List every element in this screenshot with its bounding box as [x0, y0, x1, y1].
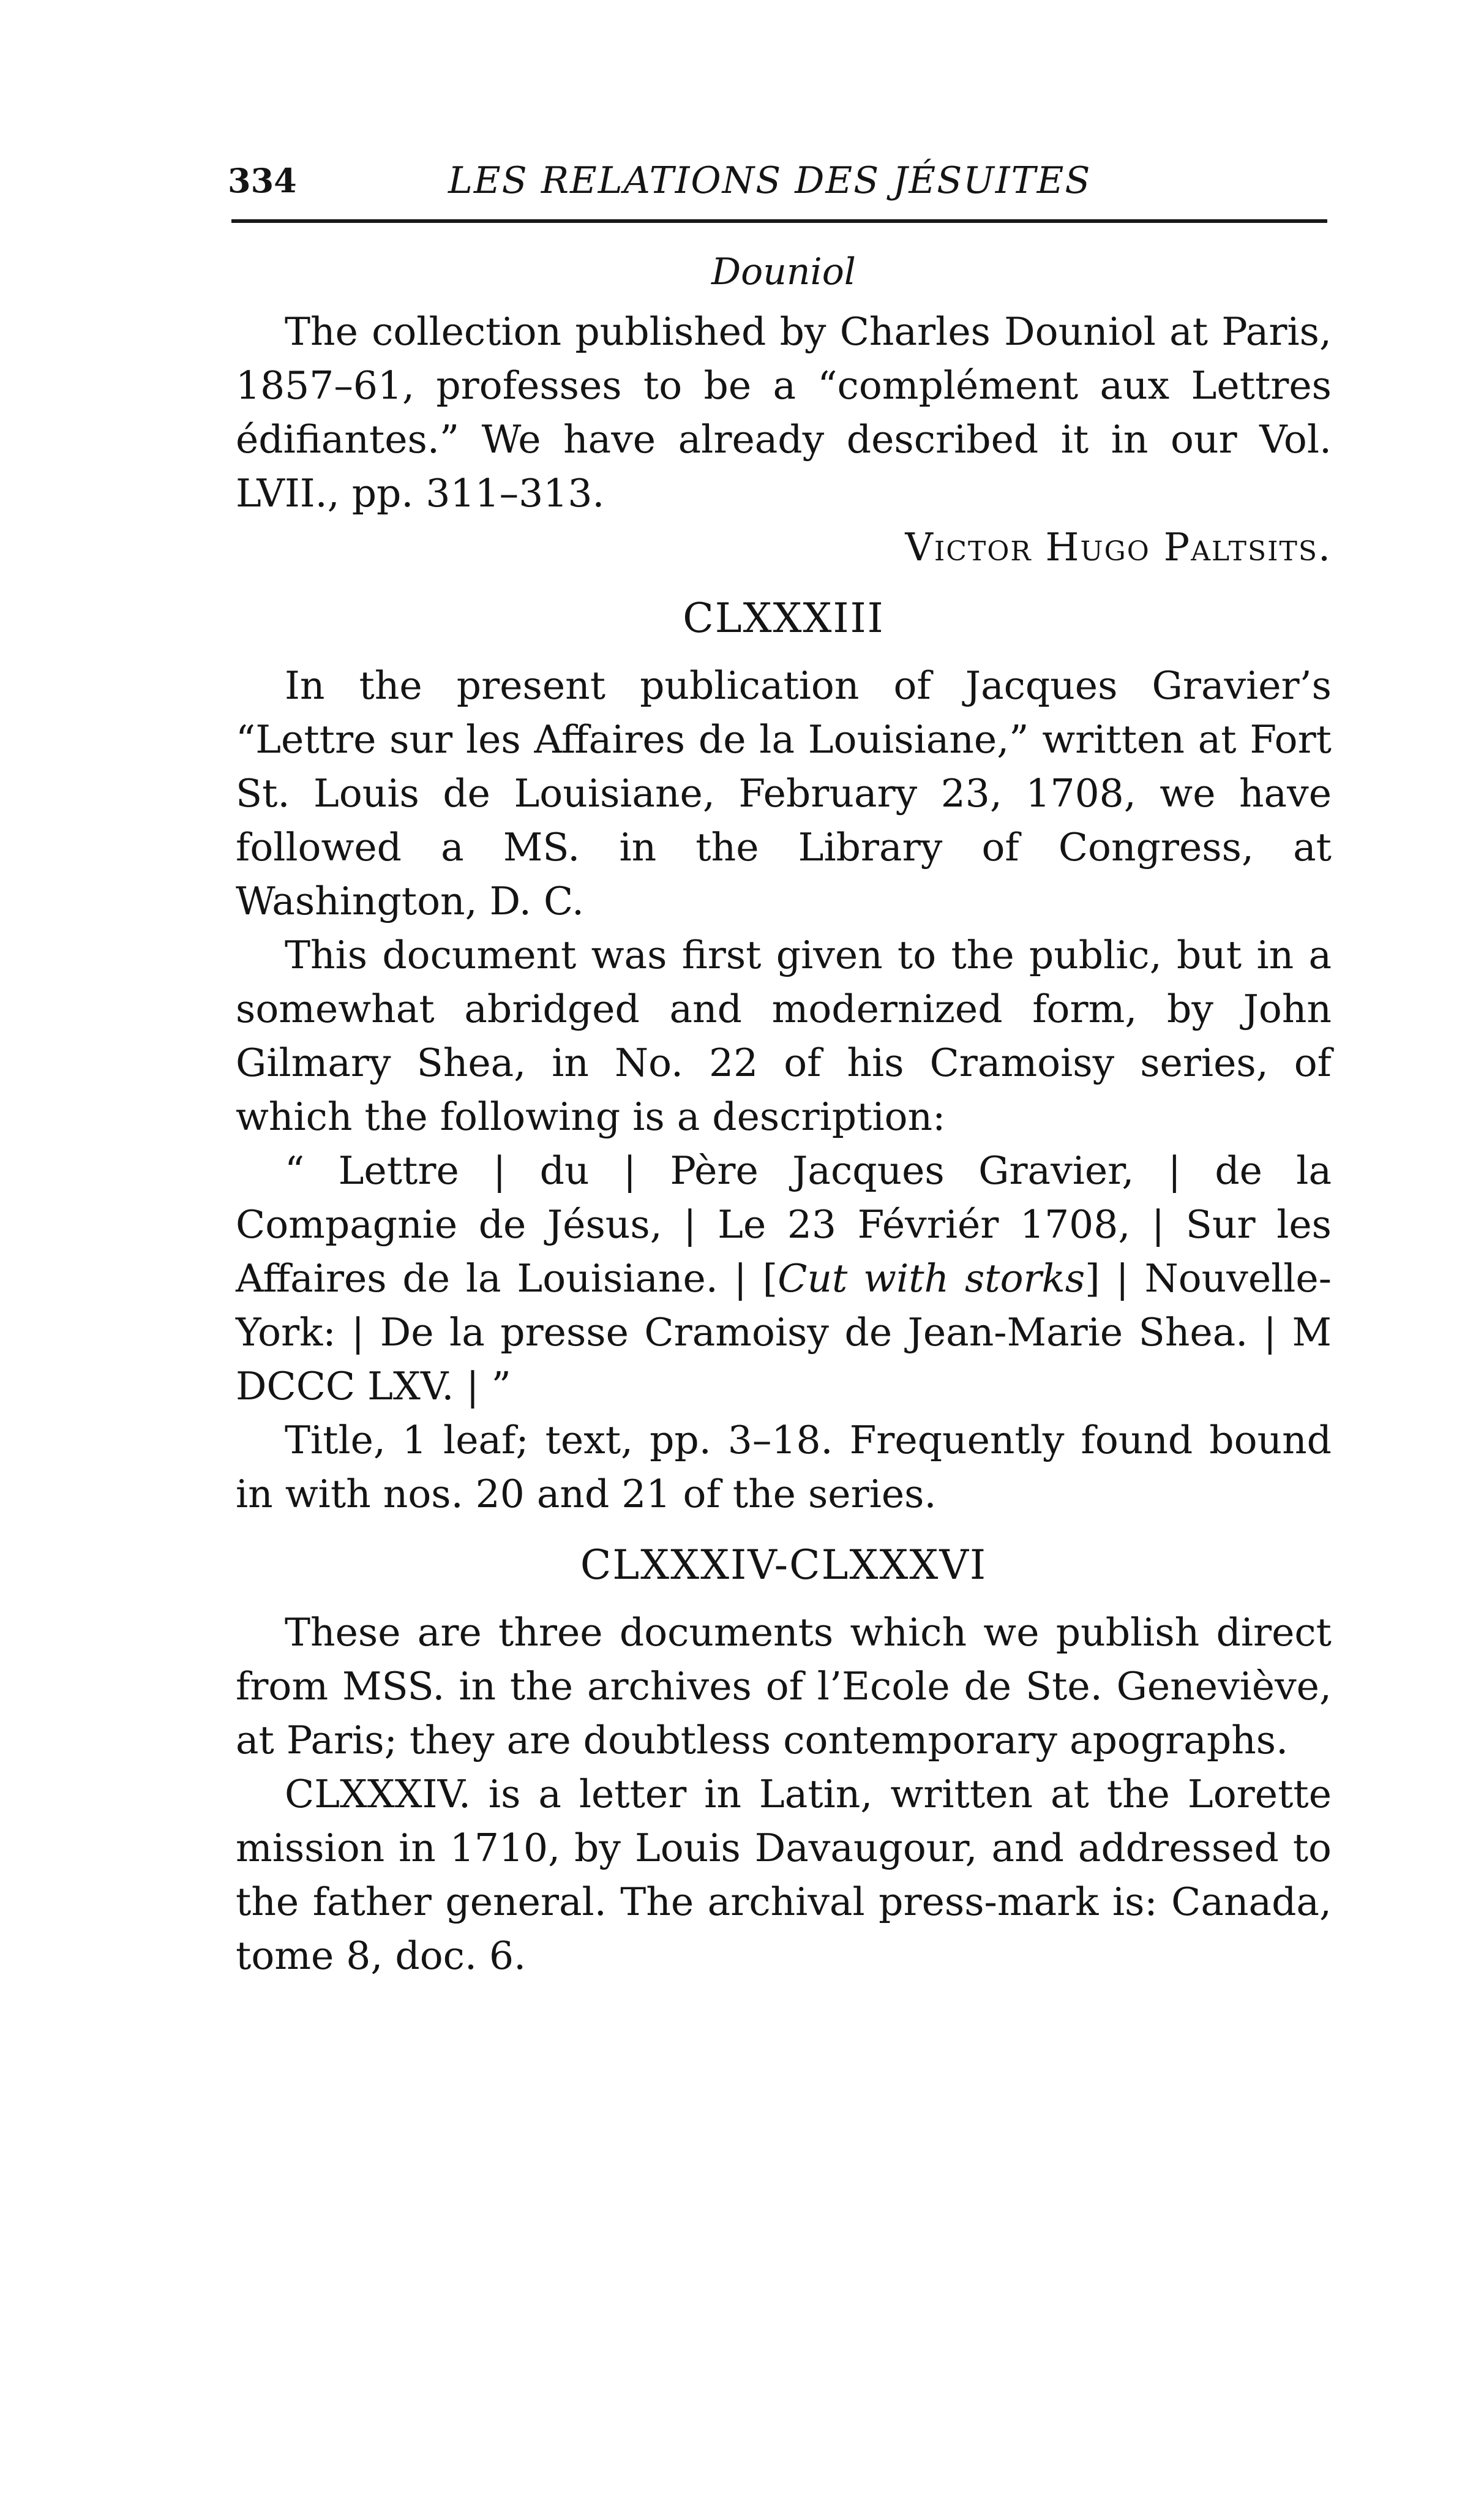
paragraph-three-documents: These are three documents which we publish direct from MSS. in the archives of l’Ecole de Ste. Geneviève, at Paris; they are doubtless contemporary apographs.	[236, 1610, 1332, 1763]
citation-text-start: “ Lettre | du | Père Jacques Gravier, | de la Compagnie de Jésus, | Le 23 Févriér 1708, | Sur les Affaires de la Louisiane. | [	[236, 1148, 1332, 1301]
paragraph-shea-edition: This document was first given to the public, but in a somewhat abridged and modernized form, by John Gilmary Shea, in No. 22 of his Cramoisy series, of which the following is a description:	[236, 933, 1332, 1139]
paragraph-title-leaf: Title, 1 leaf; text, pp. 3–18. Frequently found bound in with nos. 20 and 21 of the series.	[236, 1418, 1332, 1516]
citation-text-end: ] | Nouvelle-York: | De la presse Cramoisy de Jean-Marie Shea. | M DCCC LXV. | ”	[236, 1256, 1332, 1409]
section-heading-douniol: Douniol	[711, 250, 856, 293]
author-signature: Victor Hugo Paltsits.	[905, 525, 1332, 570]
running-title: LES RELATIONS DES JÉSUITES	[448, 159, 1092, 202]
running-head	[228, 153, 1330, 208]
bibliographic-citation	[236, 1144, 1332, 1413]
page-number: 334	[228, 161, 297, 200]
citation-italic-note: Cut with storks	[778, 1256, 1085, 1301]
section-heading-clxxxiv-clxxxvi: CLXXXIV-CLXXXVI	[580, 1541, 987, 1589]
section-heading-clxxxiii: CLXXXIII	[683, 595, 885, 642]
paragraph-douniol-collection: The collection published by Charles Douniol at Paris, 1857–61, professes to be a “complément aux Lettres édifiantes.” We have already described it in our Vol. LVII., pp. 311–313.	[236, 309, 1332, 516]
text-block	[236, 245, 1332, 1983]
paragraph-gravier-publication: In the present publication of Jacques Gravier’s “Lettre sur les Affaires de la Louisiane,” written at Fort St. Louis de Louisiane, February 23, 1708, we have followed a MS. in the Library of Congress, at Washington, D. C.	[236, 663, 1332, 924]
paragraph-latin-letter: CLXXXIV. is a letter in Latin, written at the Lorette mission in 1710, by Louis Davaugour, and addressed to the father general. The archival press-mark is: Canada, tome 8, doc. 6.	[236, 1772, 1332, 1978]
header-rule	[231, 219, 1327, 223]
